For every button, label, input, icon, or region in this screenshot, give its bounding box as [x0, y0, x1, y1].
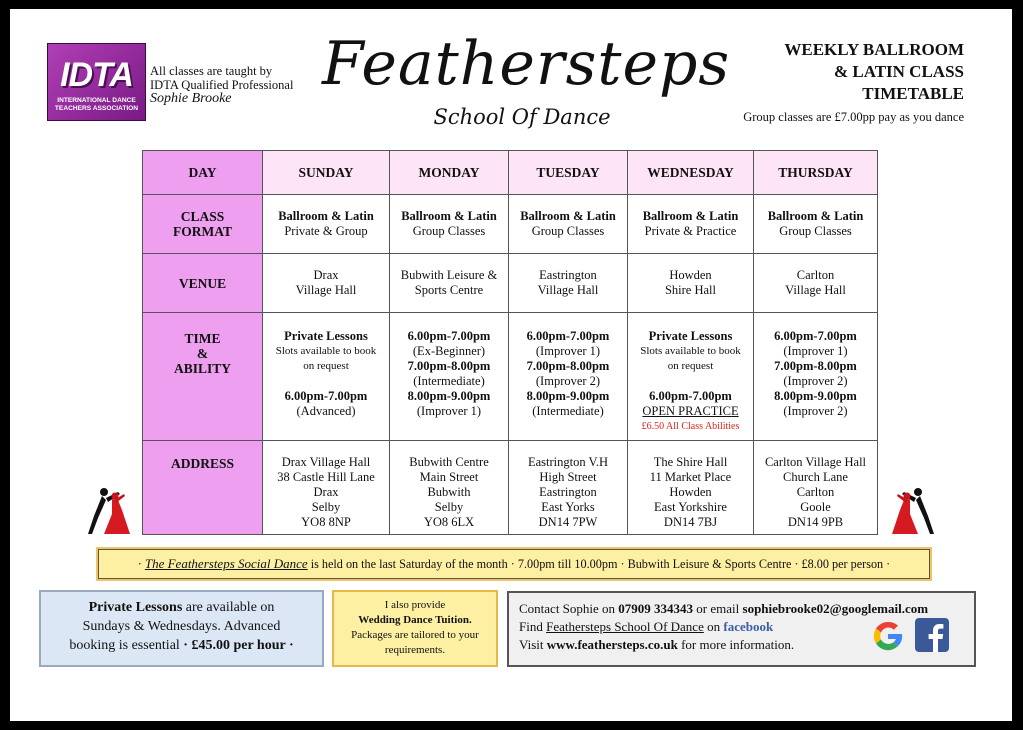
venue-line: Shire Hall: [664, 283, 717, 297]
page-title: [784, 39, 964, 105]
brand-logo: [322, 21, 731, 136]
format-monday: [390, 195, 509, 254]
idta-logo-org: INTERNATIONAL DANCE TEACHERS ASSOCIATION: [54, 97, 139, 112]
format-thursday: [754, 195, 878, 254]
time-label: [143, 313, 263, 441]
class-time: 7.00pm-8.00pm: [407, 359, 491, 373]
format-sunday: [263, 195, 390, 254]
email-link[interactable]: sophiebrooke02@googlemail.com: [742, 601, 929, 616]
wedding-tuition-box: [332, 590, 498, 667]
address-line: Church Lane: [783, 470, 848, 484]
address-line: High Street: [539, 470, 597, 484]
slots-note: Slots available to book: [275, 345, 377, 357]
website-link[interactable]: www.feathersteps.co.uk: [546, 637, 678, 652]
class-level: (Improver 1): [416, 404, 482, 418]
format-wednesday: [628, 195, 754, 254]
address-line: Carlton Village Hall: [764, 455, 867, 469]
dancing-couple-icon: [890, 486, 938, 538]
time-thursday: [754, 313, 878, 441]
format-detail: Group Classes: [412, 224, 486, 238]
class-time: 6.00pm-7.00pm: [407, 329, 491, 343]
venue-line: Eastrington: [539, 268, 597, 282]
venue-label: VENUE: [143, 254, 263, 313]
class-time: 7.00pm-8.00pm: [774, 359, 857, 373]
private-lessons-title: Private Lessons: [648, 329, 733, 343]
address-row: [143, 441, 878, 535]
contact-text: Contact Sophie on: [519, 601, 616, 616]
venue-row: [143, 254, 878, 313]
address-line: East Yorkshire: [654, 500, 727, 514]
slots-note: on request: [667, 360, 714, 372]
time-monday: [390, 313, 509, 441]
facebook-page-link[interactable]: Feathersteps School Of Dance: [546, 619, 704, 634]
venue-line: Sports Centre: [414, 283, 484, 297]
venue-thursday: [754, 254, 878, 313]
timetable: [142, 150, 878, 535]
social-dance-details: is held on the last Saturday of the month · 7.00pm till 10.00pm · Bubwith Leisure & Sports Centre · £8.00 per person ·: [310, 557, 891, 571]
class-level: (Intermediate): [413, 374, 485, 388]
format-tuesday: [509, 195, 628, 254]
format-label: [143, 195, 263, 254]
class-level: (Improver 1): [535, 344, 601, 358]
address-line: DN14 7BJ: [663, 515, 718, 529]
wedding-line-2: Wedding Dance Tuition.: [358, 614, 472, 626]
format-detail: Group Classes: [779, 224, 852, 238]
venue-line: Village Hall: [295, 283, 357, 297]
address-line: Drax Village Hall: [281, 455, 371, 469]
teacher-name: Sophie Brooke: [150, 91, 232, 106]
facebook-icon[interactable]: [915, 618, 949, 652]
address-line: Carlton: [796, 485, 835, 499]
class-level: (Ex-Beginner): [412, 344, 486, 358]
private-lessons-booking: booking is essential: [69, 638, 180, 653]
idta-logo: [48, 44, 145, 120]
wedding-line-1: I also provide: [384, 599, 446, 611]
format-title: Ballroom & Latin: [767, 209, 864, 223]
day-thursday: THURSDAY: [754, 151, 878, 195]
format-title: Ballroom & Latin: [401, 209, 497, 223]
address-line: Bubwith Centre: [409, 455, 489, 469]
slots-note: Slots available to book: [640, 345, 741, 357]
format-detail: Group Classes: [531, 224, 605, 238]
timetable-page: [10, 9, 1012, 721]
venue-tuesday: [509, 254, 628, 313]
venue-line: Village Hall: [785, 283, 846, 297]
venue-wednesday: [628, 254, 754, 313]
time-label-line-1: TIME: [184, 331, 221, 346]
format-title: Ballroom & Latin: [278, 209, 374, 223]
practice-price: £6.50 All Class Abilities: [641, 421, 740, 432]
venue-line: Drax: [313, 268, 339, 282]
title-line-1: WEEKLY BALLROOM: [784, 40, 964, 59]
address-line: Goole: [800, 500, 831, 514]
format-title: Ballroom & Latin: [520, 209, 616, 223]
social-dance-notice: [98, 549, 930, 579]
brand-subtitle: School Of Dance: [433, 105, 611, 129]
time-sunday: [263, 313, 390, 441]
private-lessons-title: Private Lessons: [88, 600, 183, 615]
time-row: [143, 313, 878, 441]
address-line: East Yorks: [541, 500, 595, 514]
day-wednesday: WEDNESDAY: [628, 151, 754, 195]
group-price-note: Group classes are £7.00pp pay as you dance: [743, 110, 964, 124]
address-line: YO8 6LX: [423, 515, 475, 529]
class-time: 6.00pm-7.00pm: [774, 329, 857, 343]
time-label-line-3: ABILITY: [173, 361, 232, 376]
contact-text: for more information.: [681, 637, 795, 652]
title-line-2: & LATIN CLASS: [833, 62, 964, 81]
time-wednesday: [628, 313, 754, 441]
class-level: (Improver 2): [783, 374, 848, 388]
day-row: [143, 151, 878, 195]
address-sunday: [263, 441, 390, 535]
contact-text: on: [707, 619, 721, 634]
format-detail: Private & Group: [284, 224, 368, 238]
venue-line: Bubwith Leisure &: [400, 268, 498, 282]
class-level: (Improver 2): [783, 404, 848, 418]
time-tuesday: [509, 313, 628, 441]
private-lessons-price: · £45.00 per hour ·: [183, 638, 294, 653]
address-tuesday: [509, 441, 628, 535]
teacher-line-2: IDTA Qualified Professional: [150, 78, 294, 92]
address-line: Selby: [311, 500, 341, 514]
slots-note: on request: [303, 360, 349, 372]
address-line: Bubwith: [427, 485, 471, 499]
contact-text: Visit: [519, 637, 544, 652]
address-line: YO8 8NP: [301, 515, 351, 529]
teacher-line-1: All classes are taught by: [150, 64, 273, 78]
venue-sunday: [263, 254, 390, 313]
venue-line: Carlton: [796, 268, 835, 282]
address-line: DN14 9PB: [787, 515, 844, 529]
contact-text: or email: [696, 601, 740, 616]
google-icon[interactable]: [870, 618, 906, 654]
brand-name: Feathersteps: [322, 29, 731, 99]
address-thursday: [754, 441, 878, 535]
time-label-line-2: &: [196, 346, 209, 361]
private-lessons-box: [39, 590, 324, 667]
address-line: Eastrington: [539, 485, 597, 499]
address-line: Drax: [313, 485, 339, 499]
venue-monday: [390, 254, 509, 313]
address-label: ADDRESS: [143, 441, 263, 535]
private-lessons-title: Private Lessons: [284, 329, 368, 343]
teacher-credit: [150, 64, 293, 106]
address-line: Eastrington V.H: [527, 455, 609, 469]
venue-line: Howden: [669, 268, 712, 282]
format-label-line-1: CLASS: [180, 209, 225, 224]
address-line: Selby: [434, 500, 464, 514]
class-time: 8.00pm-9.00pm: [526, 389, 610, 403]
address-line: 38 Castle Hill Lane: [277, 470, 375, 484]
address-line: Howden: [669, 485, 712, 499]
wedding-line-3: Packages are tailored to your: [351, 629, 479, 641]
class-level: (Advanced): [296, 404, 356, 418]
format-row: [143, 195, 878, 254]
private-lessons-days: Sundays & Wednesdays. Advanced: [82, 619, 281, 634]
day-monday: MONDAY: [390, 151, 509, 195]
format-label-line-2: FORMAT: [173, 224, 232, 239]
day-sunday: SUNDAY: [263, 151, 390, 195]
dancing-couple-icon: [84, 486, 132, 538]
address-line: 11 Market Place: [649, 470, 732, 484]
open-practice-label: OPEN PRACTICE: [642, 404, 739, 418]
idta-logo-letters: IDTA: [60, 56, 133, 94]
class-time: 8.00pm-9.00pm: [407, 389, 491, 403]
wedding-line-4: requirements.: [384, 644, 446, 656]
title-line-3: TIMETABLE: [862, 84, 964, 103]
format-detail: Private & Practice: [644, 224, 737, 238]
day-tuesday: TUESDAY: [509, 151, 628, 195]
class-time: 8.00pm-9.00pm: [774, 389, 857, 403]
bullet: ·: [137, 557, 142, 571]
address-line: The Shire Hall: [653, 455, 728, 469]
social-dance-name: The Feathersteps Social Dance: [144, 556, 308, 571]
address-line: DN14 7PW: [538, 515, 598, 529]
class-time: 7.00pm-8.00pm: [526, 359, 610, 373]
venue-line: Village Hall: [537, 283, 599, 297]
class-time: 6.00pm-7.00pm: [649, 389, 732, 403]
facebook-link[interactable]: facebook: [723, 619, 774, 634]
address-wednesday: [628, 441, 754, 535]
address-monday: [390, 441, 509, 535]
contact-text: Find: [519, 619, 543, 634]
class-level: (Intermediate): [532, 404, 604, 418]
class-time: 6.00pm-7.00pm: [284, 389, 368, 403]
private-lessons-text: are available on: [185, 600, 275, 615]
address-line: Main Street: [419, 470, 479, 484]
format-title: Ballroom & Latin: [642, 209, 739, 223]
phone-number[interactable]: 07909 334343: [618, 601, 694, 616]
day-label: DAY: [143, 151, 263, 195]
class-time: 6.00pm-7.00pm: [526, 329, 610, 343]
class-level: (Improver 1): [783, 344, 848, 358]
class-level: (Improver 2): [535, 374, 601, 388]
